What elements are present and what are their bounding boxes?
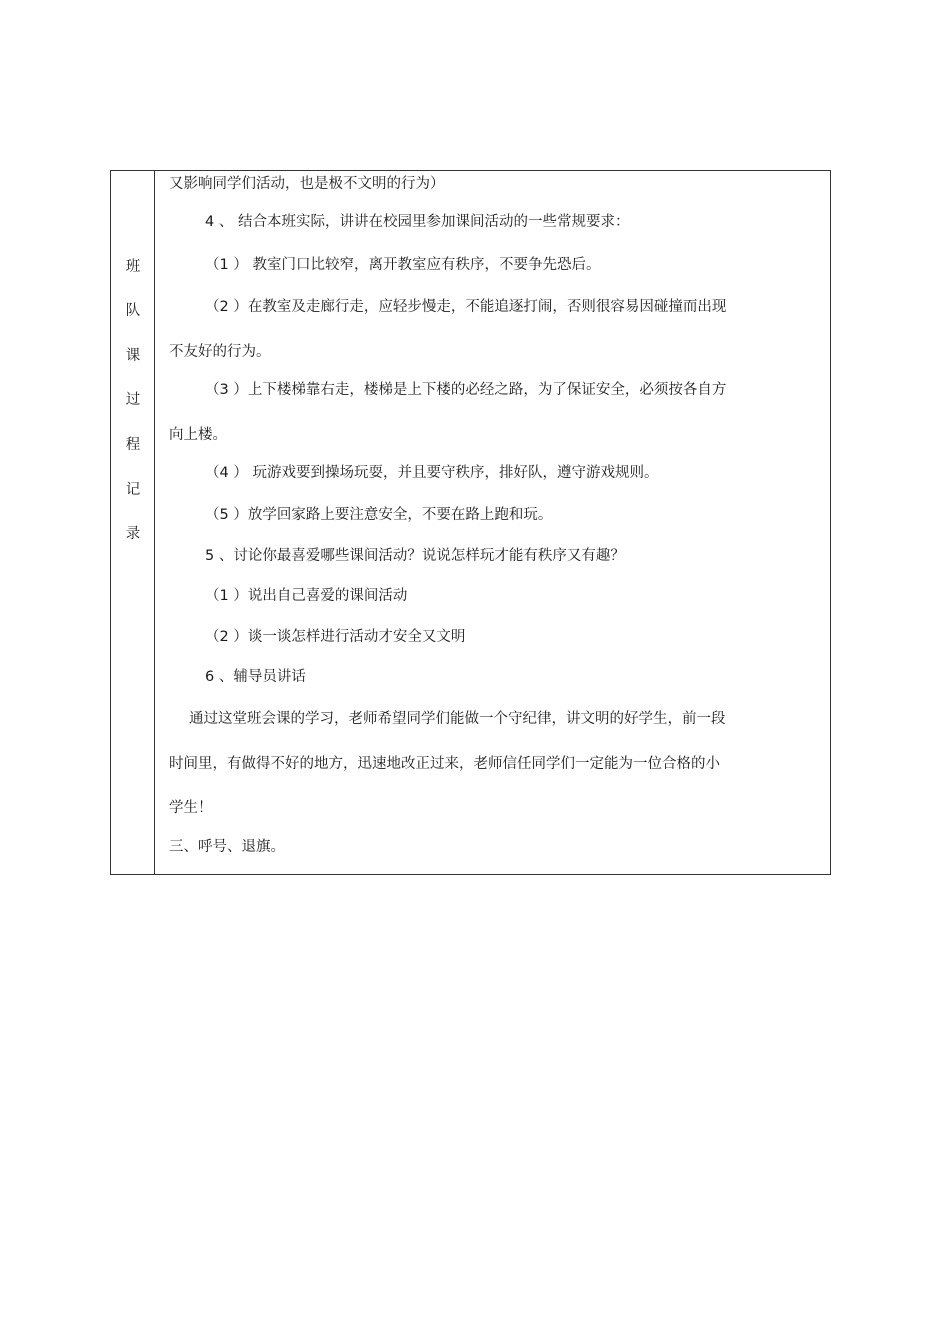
- sub-item: （2 ）谈一谈怎样进行活动才安全又文明: [205, 629, 466, 645]
- summary-paragraph-line: 通过这堂班会课的学习，老师希望同学们能做一个守纪律，讲文明的好学生，前一段: [189, 711, 726, 727]
- item-heading: 5 、讨论你最喜爱哪些课间活动？说说怎样玩才能有秩序又有趣？: [205, 548, 625, 564]
- side-label-char: 记: [125, 482, 141, 498]
- side-label-char: 队: [125, 303, 141, 319]
- summary-paragraph-line: 时间里，有做得不好的地方，迅速地改正过来，老师信任同学们一定能为一位合格的小: [169, 756, 720, 772]
- sub-item: （1 ） 教室门口比较窄，离开教室应有秩序，不要争先恐后。: [205, 257, 601, 273]
- content-line: 不友好的行为。: [169, 344, 271, 360]
- closing-line: 三、呼号、退旗。: [169, 839, 285, 855]
- content-line: 向上楼。: [169, 427, 227, 443]
- side-label-char: 班: [125, 259, 141, 275]
- content-line: 又影响同学们活动，也是极不文明的行为）: [169, 176, 445, 192]
- record-content: [155, 171, 830, 874]
- sub-item: （1 ）说出自己喜爱的课间活动: [205, 588, 408, 604]
- item-heading: 6 、辅导员讲话: [205, 669, 306, 685]
- side-label-char: 程: [125, 437, 141, 453]
- sub-item: （2 ）在教室及走廊行走，应轻步慢走，不能追逐打闹，否则很容易因碰撞而出现: [205, 299, 727, 315]
- summary-paragraph-line: 学生！: [169, 800, 213, 816]
- side-label-char: 过: [125, 392, 141, 408]
- sub-item: （3 ）上下楼梯靠右走，楼梯是上下楼的必经之路，为了保证安全，必须按各自方: [205, 382, 727, 398]
- side-label-column: [111, 171, 155, 874]
- item-heading: 4 、 结合本班实际，讲讲在校园里参加课间活动的一些常规要求：: [205, 214, 630, 230]
- sub-item: （4 ） 玩游戏要到操场玩耍，并且要守秩序，排好队，遵守游戏规则。: [205, 465, 659, 481]
- side-label-char: 录: [125, 526, 141, 542]
- sub-item: （5 ）放学回家路上要注意安全，不要在路上跑和玩。: [205, 507, 553, 523]
- class-record-table: [110, 170, 831, 875]
- side-label-char: 课: [125, 348, 141, 364]
